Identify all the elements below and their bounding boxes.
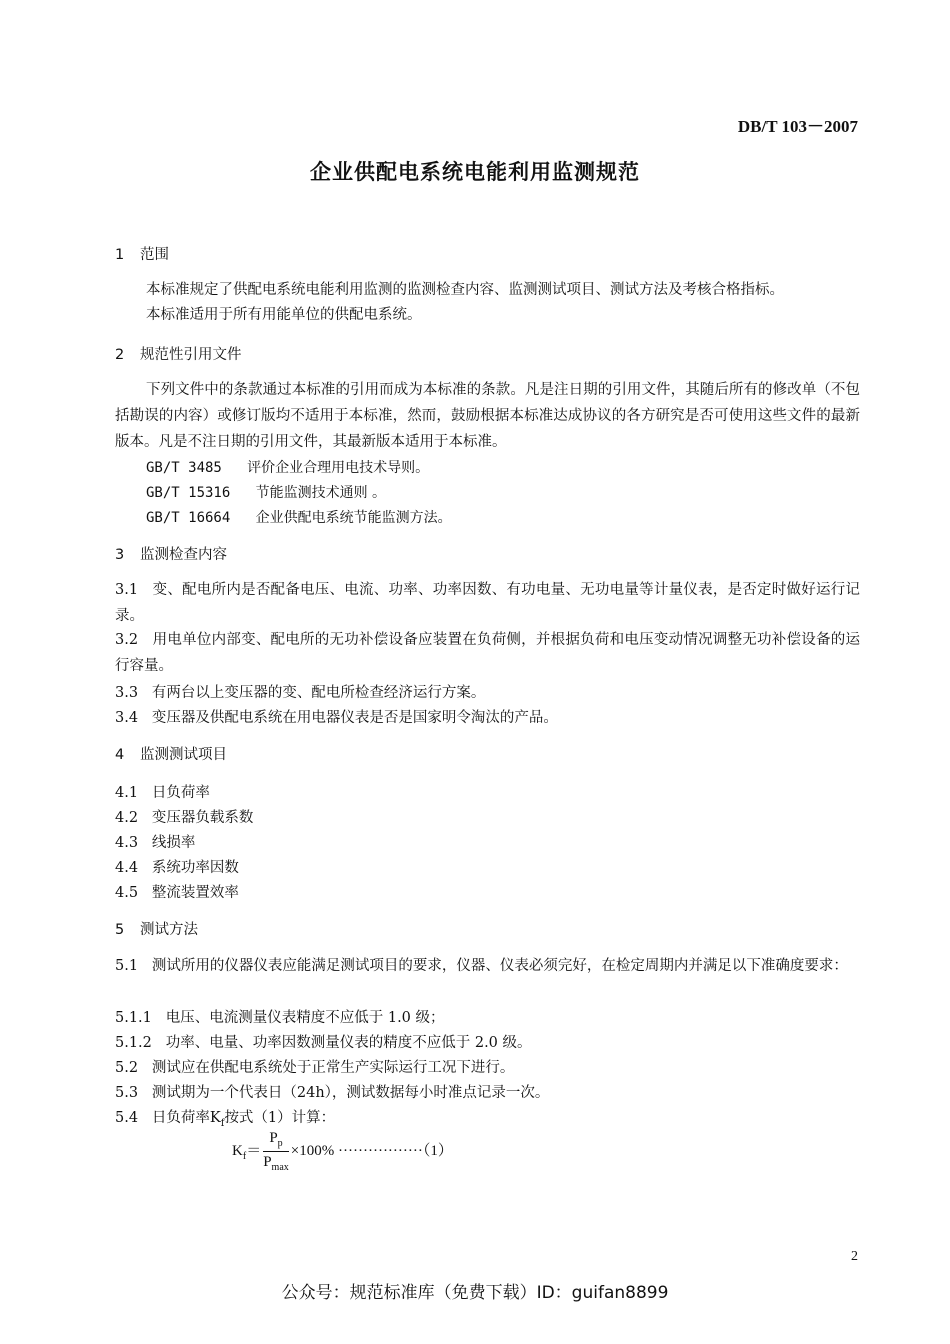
reference-item <box>146 457 429 477</box>
paragraph <box>115 377 860 455</box>
reference-code: GB/T 3485 <box>146 460 222 476</box>
clause-number: 5.1.2 <box>115 1035 152 1051</box>
clause <box>115 953 860 979</box>
section-title: 范围 <box>140 247 169 263</box>
section-title: 测试方法 <box>140 922 198 938</box>
list-item <box>115 806 253 827</box>
list-item <box>115 881 239 902</box>
section-number: 5 <box>115 922 125 938</box>
section-number: 2 <box>115 347 125 363</box>
clause-text: 变压器及供配电系统在用电器仪表是否是国家明令淘汰的产品。 <box>151 710 558 726</box>
formula-leader-dots: ················· <box>334 1142 423 1159</box>
reference-title: 企业供配电系统节能监测方法。 <box>255 510 452 526</box>
clause-number: 5.1.1 <box>115 1010 152 1026</box>
clause <box>115 627 860 679</box>
page-number: 2 <box>851 1249 858 1264</box>
document-title: 企业供配电系统电能利用监测规范 <box>310 160 640 184</box>
section-heading-5 <box>115 918 198 939</box>
clause-number: 5.4 <box>115 1110 139 1126</box>
formula-equals: ＝ <box>246 1142 262 1159</box>
reference-code: GB/T 16664 <box>146 510 231 526</box>
clause-text: 用电单位内部变、配电所的无功补偿设备应装置在负荷侧，并根据负荷和电压变动情况调整无功补偿设备的运行容量。 <box>115 632 861 674</box>
clause <box>115 1081 549 1102</box>
formula-denominator <box>263 1152 289 1173</box>
clause <box>115 681 485 702</box>
clause <box>115 706 558 727</box>
reference-code: GB/T 15316 <box>146 485 231 501</box>
list-item <box>115 781 210 802</box>
section-title: 监测检查内容 <box>140 547 227 563</box>
clause-text: 测试应在供配电系统处于正常生产实际运行工况下进行。 <box>151 1060 515 1076</box>
item-text: 系统功率因数 <box>151 860 239 876</box>
numerator-symbol: P <box>269 1130 278 1146</box>
clause-text-cont: 按式（1）计算： <box>224 1110 336 1126</box>
item-number: 4.5 <box>115 885 139 901</box>
formula-1 <box>232 1130 453 1173</box>
clause-number: 3.1 <box>115 582 139 598</box>
clause-text: 日负荷率K <box>151 1110 221 1126</box>
section-number: 4 <box>115 747 125 763</box>
item-number: 4.2 <box>115 810 139 826</box>
item-text: 变压器负载系数 <box>151 810 254 826</box>
clause <box>115 1031 532 1052</box>
clause-text: 测试期为一个代表日（24h），测试数据每小时准点记录一次。 <box>151 1085 550 1101</box>
item-number: 4.4 <box>115 860 139 876</box>
clause <box>115 1056 514 1077</box>
clause-number: 5.3 <box>115 1085 139 1101</box>
section-title: 监测测试项目 <box>140 747 227 763</box>
list-item <box>115 856 239 877</box>
clause <box>115 1106 335 1129</box>
formula-lhs-sub: f <box>242 1150 247 1162</box>
standard-code: DB/T 103－2007 <box>737 117 858 136</box>
paragraph: 本标准适用于所有用能单位的供配电系统。 <box>146 307 422 323</box>
clause-text: 有两台以上变压器的变、配电所检查经济运行方案。 <box>151 685 486 701</box>
section-heading-2 <box>115 343 242 364</box>
reference-item <box>146 482 386 502</box>
section-heading-1 <box>115 243 169 264</box>
clause-text: 变、配电所内是否配备电压、电流、功率、功率因数、有功电量、无功电量等计量仪表，是否定时做好运行记录。 <box>115 582 861 624</box>
reference-title: 节能监测技术通则 。 <box>255 485 387 501</box>
formula-lhs: K <box>232 1142 243 1159</box>
clause-subscript: f <box>220 1117 225 1129</box>
formula-numerator <box>263 1130 289 1152</box>
clause-number: 3.3 <box>115 685 139 701</box>
denominator-sub: max <box>271 1162 289 1173</box>
list-item <box>115 831 195 852</box>
clause <box>115 1006 445 1027</box>
item-number: 4.1 <box>115 785 139 801</box>
reference-title: 评价企业合理用电技术导则。 <box>247 460 430 476</box>
reference-item <box>146 507 452 527</box>
section-heading-3 <box>115 543 227 564</box>
clause-text: 电压、电流测量仪表精度不应低于 1.0 级； <box>165 1010 445 1026</box>
item-text: 线损率 <box>151 835 196 851</box>
item-text: 整流装置效率 <box>151 885 239 901</box>
clause-number: 3.2 <box>115 632 139 648</box>
formula-factor: ×100% <box>290 1142 335 1159</box>
paragraph: 本标准规定了供配电系统电能利用监测的监测检查内容、监测测试项目、测试方法及考核合格指标。 <box>146 282 784 298</box>
denominator-symbol: P <box>263 1154 272 1170</box>
item-text: 日负荷率 <box>151 785 210 801</box>
section-heading-4 <box>115 743 227 764</box>
formula-label: （1） <box>422 1142 453 1159</box>
numerator-sub: p <box>277 1138 283 1149</box>
clause-number: 5.1 <box>115 958 139 974</box>
section-number: 1 <box>115 247 125 263</box>
clause-text: 测试所用的仪器仪表应能满足测试项目的要求，仪器、仪表必须完好，在检定周期内并满足以下准确度要求： <box>151 958 848 974</box>
item-number: 4.3 <box>115 835 139 851</box>
clause-number: 5.2 <box>115 1060 139 1076</box>
formula-fraction <box>263 1130 289 1173</box>
paragraph-text: 下列文件中的条款通过本标准的引用而成为本标准的条款。凡是注日期的引用文件，其随后所有的修改单（不包括勘误的内容）或修订版均不适用于本标准，然而，鼓励根据本标准达成协议的各方研究是否可使用这些文件的最新版本。凡是不注日期的引用文件，其最新版本适用于本标准。 <box>115 382 860 450</box>
clause-number: 3.4 <box>115 710 139 726</box>
clause-text: 功率、电量、功率因数测量仪表的精度不应低于 2.0 级。 <box>165 1035 532 1051</box>
section-number: 3 <box>115 547 125 563</box>
footer-watermark-text: 公众号：规范标准库（免费下载）ID：guifan8899 <box>281 1283 669 1303</box>
clause <box>115 577 860 629</box>
section-title: 规范性引用文件 <box>140 347 242 363</box>
